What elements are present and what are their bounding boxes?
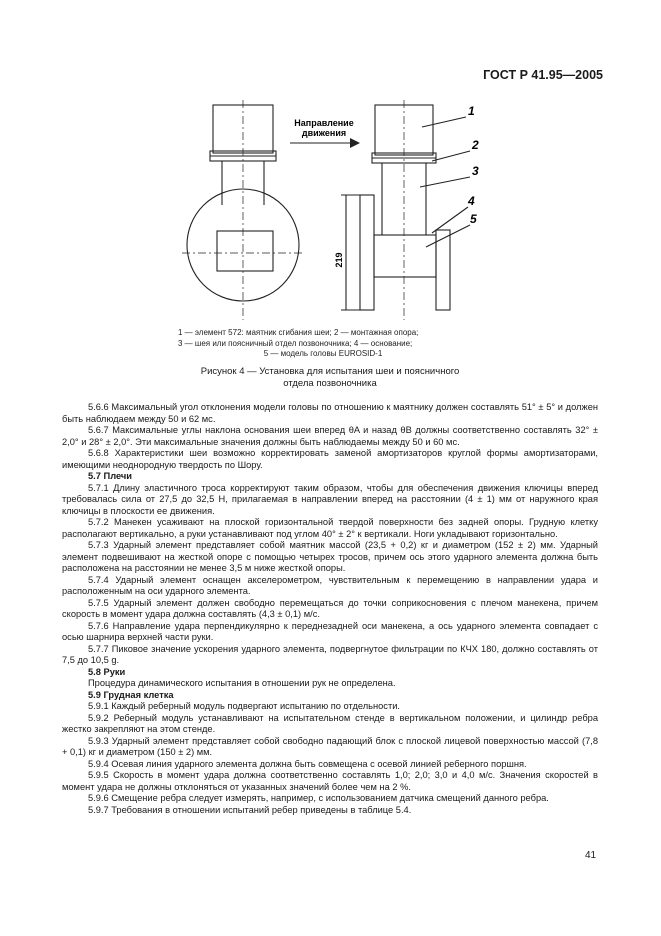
- arrow-label-2: движения: [301, 128, 347, 138]
- paragraph: 5.9.3 Ударный элемент представляет собой свободно падающий блок с плоской лицевой поверхностью массой (7,8 + 0,1) кг и диаметром (150 ± 2) мм.: [62, 735, 598, 757]
- figure-legend: [178, 328, 468, 360]
- paragraph: 5.9.4 Осевая линия ударного элемента должна быть совмещена с осевой линией реберного поршня.: [88, 758, 527, 769]
- document-header: ГОСТ Р 41.95—2005: [483, 68, 603, 82]
- legend-line-1: 1 — элемент 572: маятник сгибания шеи; 2 — монтажная опора;: [178, 328, 419, 337]
- head-plate-left: [360, 195, 374, 310]
- paragraph: 5.6.6 Максимальный угол отклонения модели головы по отношению к маятнику должен составлять 51° ± 5° и должен быть наблюдаем между 50 и 62 мс.: [62, 402, 598, 424]
- paragraph: 5.7.1 Длину эластичного троса корректируют таким образом, чтобы для обеспечения движения ключицы вперед требовалась сила от 27,5 до 32,5 Н, прилагаемая в направлении вперед на расстоянии (4 ± 1) мм от наружного края ключицы в плоскости ее движения.: [62, 482, 598, 516]
- paragraph: 5.9.5 Скорость в момент удара должна соответственно составлять 1,0; 2,0; 3,0 и 4,0 м/с. Значения скоростей в момент удара не должны отклоняться от указанных значений более чем на 2 %.: [62, 770, 598, 792]
- section-heading: 5.8 Руки: [88, 666, 126, 677]
- paragraph: Процедура динамического испытания в отношении рук не определена.: [88, 678, 396, 688]
- legend-line-2: 3 — шея или поясничный отдел позвоночника; 4 — основание;: [178, 338, 413, 348]
- callout-5: 5: [470, 212, 477, 226]
- paragraph: 5.9.2 Реберный модуль устанавливают на испытательном стенде в вертикальном положении, и цилиндр ребра жестко закрепляют на этом стенде.: [62, 712, 598, 734]
- paragraph: 5.7.4 Ударный элемент оснащен акселерометром, чувствительным к перемещению в направлении удара и расположенным на оси ударного элемента.: [62, 574, 598, 596]
- body-text: [62, 402, 598, 816]
- head-plate-right: [436, 230, 450, 310]
- test-rig-diagram: [170, 95, 490, 325]
- section-heading: 5.9 Грудная клетка: [88, 689, 174, 700]
- paragraph: 5.7.2 Манекен усаживают на плоской горизонтальной твердой поверхности без задней опоры. Грудную клетку располагают вертикально, а руки устанавливают под углом 40° ± 2° к вертикали. Ноги укладывают горизонтально.: [62, 517, 598, 539]
- callout-2: 2: [472, 138, 479, 152]
- figure-caption: [160, 366, 500, 389]
- paragraph: 5.7.7 Пиковое значение ускорения ударного элемента, подвергнутое фильтрации по КЧХ 180, должно составлять от 7,5 до 10,5 g.: [62, 643, 598, 665]
- page-number: 41: [585, 850, 597, 861]
- paragraph: 5.6.7 Максимальные углы наклона основания шеи вперед θA и назад θB должны соответственно составлять 32° ± 2,0° и 28° ± 2,0°. Эти максимальные значения должны быть наблюдаемы между 50 и 60 мс.: [62, 425, 598, 447]
- paragraph: 5.7.6 Направление удара перпендикулярно к переднезадней оси манекена, а ось ударного элемента совпадает с осью шарнира верхней части руки.: [62, 620, 598, 642]
- dimension-label: 219: [334, 252, 344, 268]
- paragraph: 5.9.7 Требования в отношении испытаний ребер приведены в таблице 5.4.: [88, 804, 412, 815]
- callout-1: 1: [468, 104, 475, 118]
- section-heading: 5.7 Плечи: [88, 471, 133, 481]
- paragraph: 5.9.6 Смещение ребра следует измерять, например, с использованием датчика смещений данного ребра.: [88, 793, 549, 803]
- paragraph: 5.7.5 Ударный элемент должен свободно перемещаться до точки соприкосновения с плечом манекена, причем скорость в момент удара должна составлять (4,3 ± 0,1) м/с.: [62, 597, 598, 619]
- callout-3: 3: [472, 164, 479, 178]
- head-base-rect: [217, 231, 273, 271]
- caption-line-1: Рисунок 4 — Установка для испытания шеи и поясничного: [200, 366, 460, 377]
- paragraph: 5.9.1 Каждый реберный модуль подвергают испытанию по отдельности.: [88, 701, 400, 711]
- base-right: [374, 235, 436, 277]
- motion-arrow-head: [350, 138, 360, 148]
- callout-4: 4: [468, 194, 475, 208]
- paragraph: 5.7.3 Ударный элемент представляет собой маятник массой (23,5 + 0,2) кг и диаметром (152 ± 2) мм. Ударный элемент подвешивают на жесткой опоре с помощью четырех тросов, причем ось этого ударного элемента должна быть расположена на расстоянии не менее 3,5 м ниже жесткой опоры.: [62, 540, 598, 573]
- legend-line-3: 5 — модель головы EUROSID-1: [263, 349, 383, 358]
- arrow-label-1: Направление: [294, 118, 354, 128]
- caption-line-2: отдела позвоночника: [283, 377, 377, 389]
- paragraph: 5.6.8 Характеристики шеи возможно корректировать заменой амортизаторов круглой формы амортизаторами, имеющими неоднородную твердость по Шору.: [62, 448, 598, 470]
